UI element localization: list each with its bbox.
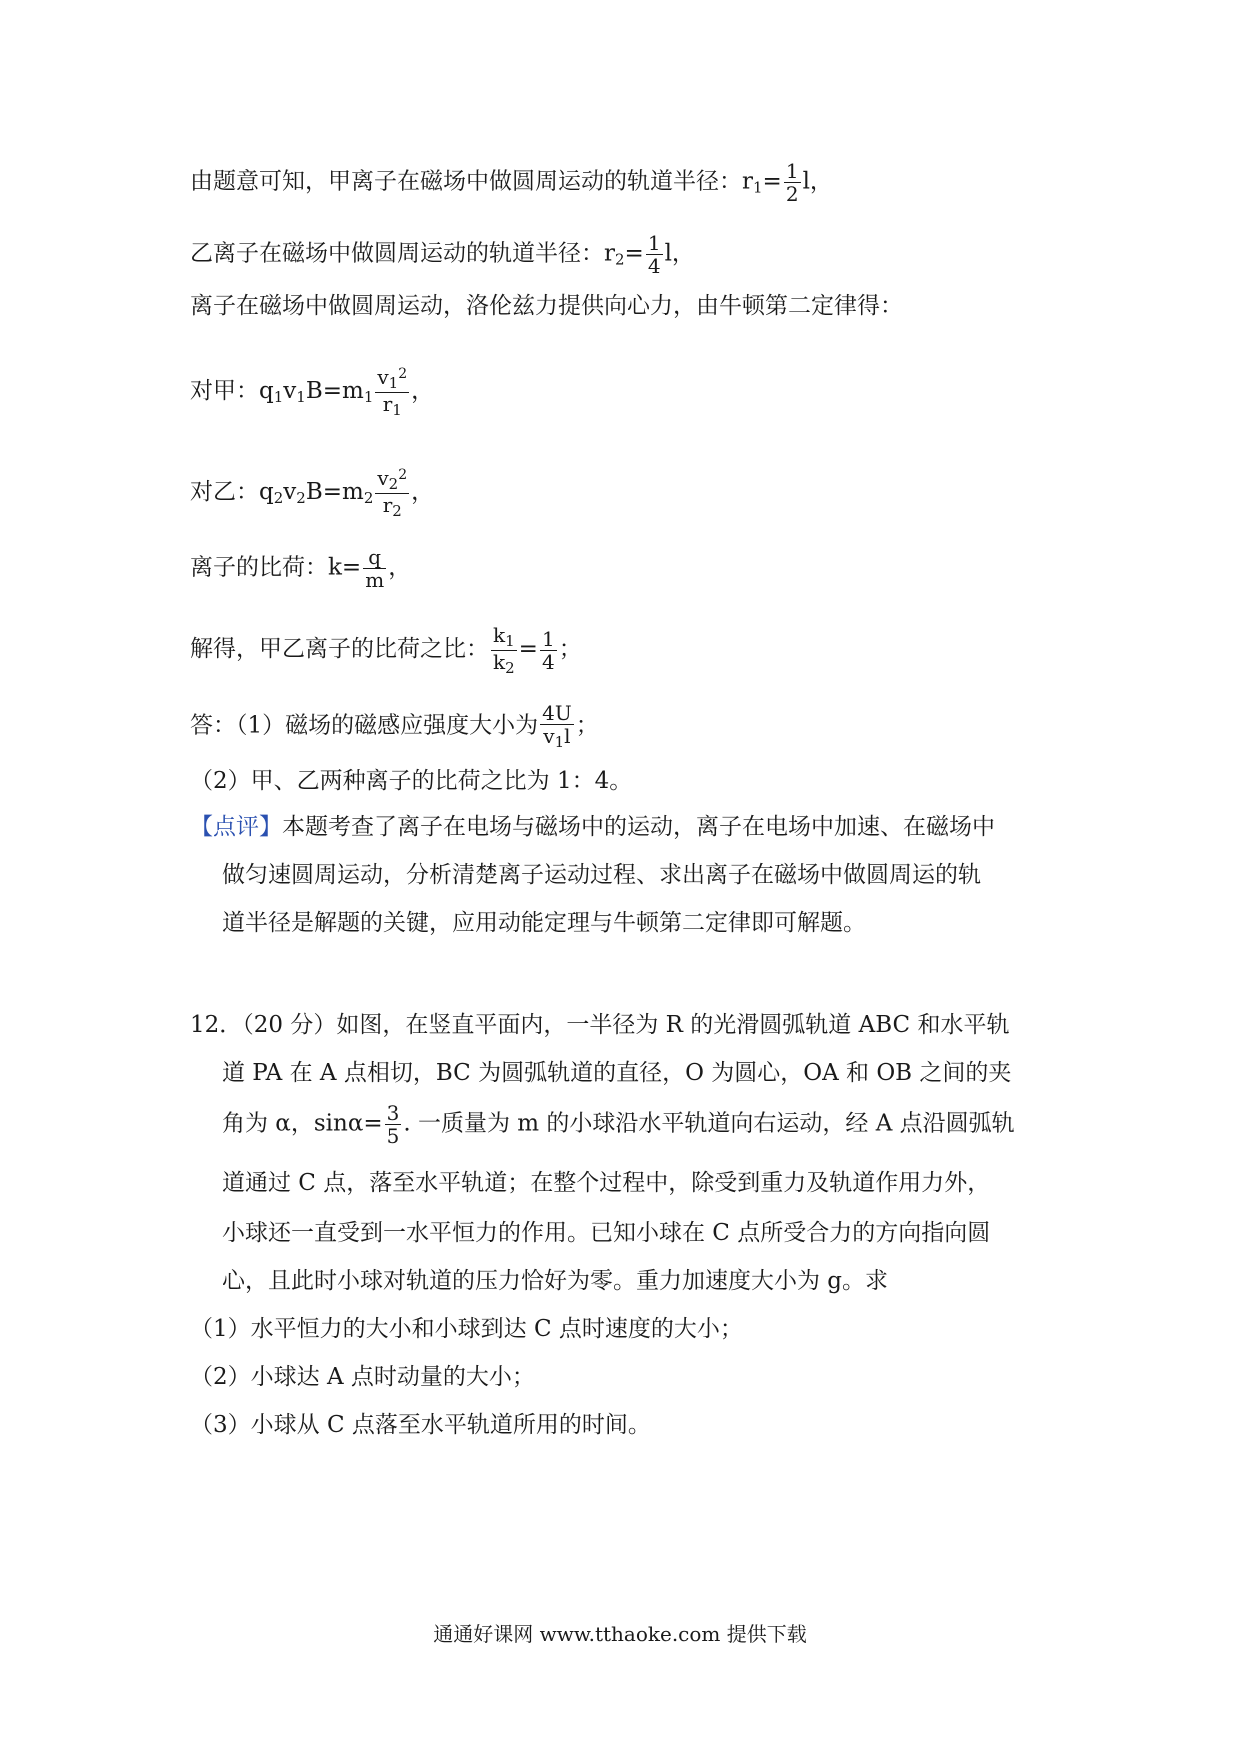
text: = — [624, 240, 644, 267]
text: v — [283, 378, 297, 404]
q12-line-1 — [190, 1014, 1009, 1037]
text: 对乙：q — [190, 479, 274, 505]
text: 由题意可知，甲离子在磁场中做圆周运动的轨道半径：r — [190, 168, 753, 195]
subscript: 2 — [296, 489, 306, 507]
subscript: 1 — [554, 733, 565, 751]
subscript: 2 — [505, 658, 515, 677]
denominator — [375, 393, 409, 419]
text: k — [493, 649, 506, 674]
comment-line-1 — [190, 816, 995, 839]
q12-line-2 — [222, 1062, 1011, 1085]
text: 离子在磁场中做圆周运动，洛伦兹力提供向心力，由牛顿第二定律得： — [190, 293, 903, 319]
numerator: 3 — [386, 1101, 400, 1125]
text: r — [382, 391, 393, 416]
denominator: 5 — [386, 1124, 400, 1148]
line-answer-1 — [190, 702, 599, 751]
line-jia-equation — [190, 366, 434, 418]
q12-part-2 — [190, 1366, 535, 1389]
comment-line-2 — [222, 864, 981, 887]
fraction — [385, 1102, 402, 1147]
numerator: 1 — [785, 159, 799, 183]
subscript: 2 — [273, 489, 284, 507]
numerator: q — [363, 546, 386, 569]
q12-part-3 — [190, 1414, 651, 1437]
text: = — [762, 168, 782, 195]
subscript: 2 — [392, 501, 402, 520]
text: r — [382, 492, 393, 517]
fraction — [375, 366, 409, 418]
fraction — [646, 232, 663, 277]
denominator: 4 — [541, 649, 555, 674]
comment-line-3 — [222, 912, 866, 935]
line-newton — [190, 295, 903, 318]
text: ， — [388, 554, 412, 581]
text: ； — [575, 712, 599, 739]
text: 角为 α，sinα= — [222, 1110, 383, 1137]
q12-line-5 — [222, 1222, 990, 1245]
text: （3）小球从 C 点落至水平轨道所用的时间。 — [190, 1412, 651, 1438]
text: （1）水平恒力的大小和小球到达 C 点时速度的大小； — [190, 1316, 743, 1342]
fraction — [540, 628, 557, 673]
page-footer: 通通好课网 www.tthaoke.com 提供下载 — [433, 1622, 807, 1646]
text: 乙离子在磁场中做圆周运动的轨道半径：r — [190, 240, 615, 267]
q12-line-4 — [222, 1172, 990, 1195]
numerator: 4U — [542, 701, 572, 725]
text: 对甲：q — [190, 378, 274, 404]
denominator — [491, 651, 517, 677]
numerator — [375, 467, 409, 494]
q12-part-1 — [190, 1318, 743, 1341]
denominator — [375, 494, 409, 520]
subscript: 2 — [388, 475, 399, 493]
text: 做匀速圆周运动，分析清楚离子运动过程、求出离子在磁场中做圆周运的轨 — [222, 862, 981, 888]
text: v — [543, 724, 555, 748]
text: B=m — [305, 479, 364, 505]
numerator — [375, 366, 409, 393]
fraction — [491, 624, 517, 676]
subscript: 1 — [392, 400, 402, 419]
subscript: 1 — [388, 374, 399, 392]
text: ， — [411, 479, 435, 505]
line-r1 — [190, 160, 833, 205]
text: l， — [802, 168, 833, 195]
text: v — [377, 466, 389, 490]
fraction — [784, 160, 801, 205]
subscript: 2 — [615, 250, 625, 269]
subscript: 2 — [363, 489, 374, 507]
text: ； — [558, 636, 582, 662]
subscript: 1 — [273, 388, 284, 406]
superscript: 2 — [398, 366, 408, 382]
denominator: m — [365, 568, 385, 592]
text: v — [283, 479, 297, 505]
fraction — [363, 546, 386, 591]
q12-line-6 — [222, 1270, 888, 1293]
text: k — [493, 623, 506, 647]
q12-line-3 — [222, 1102, 1015, 1147]
text: 心，且此时小球对轨道的压力恰好为零。重力加速度大小为 g。求 — [222, 1268, 889, 1294]
text: 12．（20 分）如图，在竖直平面内，一半径为 R 的光滑圆弧轨道 ABC 和水平轨 — [190, 1012, 1010, 1038]
text: 本题考查了离子在电场与磁场中的运动，离子在电场中加速、在磁场中 — [282, 814, 995, 840]
numerator — [491, 624, 517, 651]
denominator — [540, 725, 574, 751]
line-r2 — [190, 232, 695, 277]
denominator: 4 — [647, 254, 661, 278]
line-charge-ratio-def — [190, 546, 411, 591]
subscript: 1 — [753, 178, 763, 197]
line-ratio-result — [190, 624, 582, 676]
text: v — [377, 365, 389, 389]
denominator: 2 — [785, 182, 799, 206]
text: 道半径是解题的关键，应用动能定理与牛顿第二定律即可解题。 — [222, 910, 866, 936]
text: 离子的比荷：k= — [190, 554, 362, 581]
text: l — [564, 724, 571, 748]
numerator: 1 — [647, 231, 661, 255]
text: 道 PA 在 A 点相切，BC 为圆弧轨道的直径，O 为圆心，OA 和 OB 之间的夹 — [222, 1060, 1012, 1086]
text: 解得，甲乙离子的比荷之比： — [190, 636, 489, 662]
text: B=m — [305, 378, 364, 404]
text: 道通过 C 点，落至水平轨道；在整个过程中，除受到重力及轨道作用力外， — [222, 1170, 991, 1196]
text: 小球还一直受到一水平恒力的作用。已知小球在 C 点所受合力的方向指向圆 — [222, 1220, 991, 1246]
subscript: 1 — [296, 388, 306, 406]
numerator: 1 — [541, 626, 555, 651]
subscript: 1 — [505, 632, 515, 650]
text: 答：（1）磁场的磁感应强度大小为 — [190, 712, 539, 739]
comment-tag: 【点评】 — [190, 814, 282, 840]
text: （2）甲、乙两种离子的比荷之比为 1：4。 — [190, 768, 633, 794]
text: （2）小球达 A 点时动量的大小； — [190, 1364, 535, 1390]
text: l， — [664, 240, 695, 267]
text: = — [518, 636, 538, 662]
fraction — [375, 467, 409, 519]
fraction — [540, 702, 574, 751]
line-yi-equation — [190, 467, 434, 519]
text: . 一质量为 m 的小球沿水平轨道向右运动，经 A 点沿圆弧轨 — [403, 1110, 1015, 1137]
text: ， — [411, 378, 435, 404]
subscript: 1 — [363, 388, 374, 406]
superscript: 2 — [398, 467, 408, 483]
line-answer-2 — [190, 770, 632, 793]
